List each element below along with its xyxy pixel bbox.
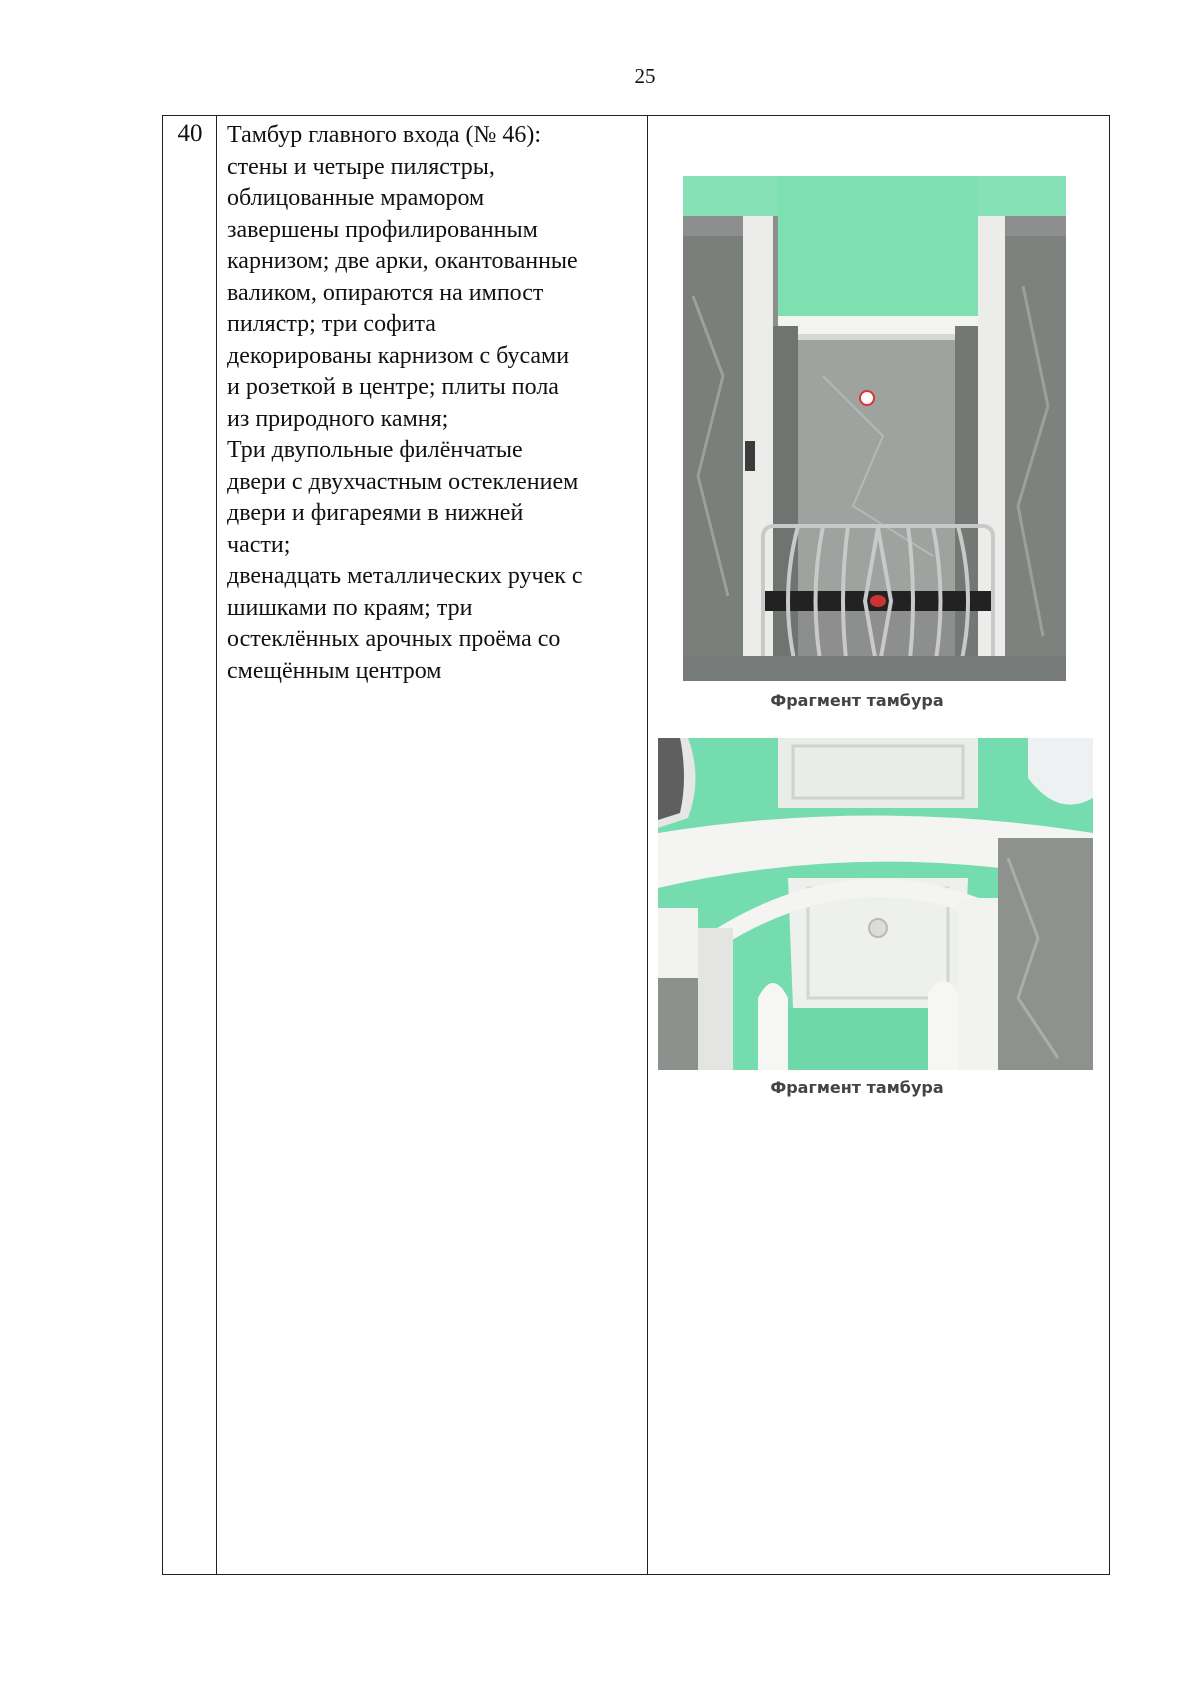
page-number: 25 — [634, 64, 656, 88]
vestibule-wall-photo — [683, 176, 1066, 681]
photo-caption: Фрагмент тамбура — [770, 1078, 944, 1097]
description-cell — [217, 116, 648, 1574]
row-number: 40 — [177, 120, 203, 147]
vestibule-ceiling-photo — [658, 738, 1093, 1070]
description-text: Тамбур главного входа (№ 46): стены и четыре пилястры, облицованные мрамором завершены профилированным карнизом; две арки, окантованные валиком, опираются на импост пилястр; три софита декорированы карнизом с бусами и розеткой в центре; плиты пола из природного камня; Три двупольные филёнчатые двери с двухчастным остеклением двери и фигареями в нижней части; двенадцать металлических ручек с шишками по краям; три остеклённых арочных проёма со смещённым центром — [227, 122, 583, 684]
photo-caption: Фрагмент тамбура — [770, 691, 944, 710]
number-cell — [163, 116, 217, 1574]
entry-table — [162, 115, 1110, 1575]
photos-cell — [648, 116, 1109, 1574]
